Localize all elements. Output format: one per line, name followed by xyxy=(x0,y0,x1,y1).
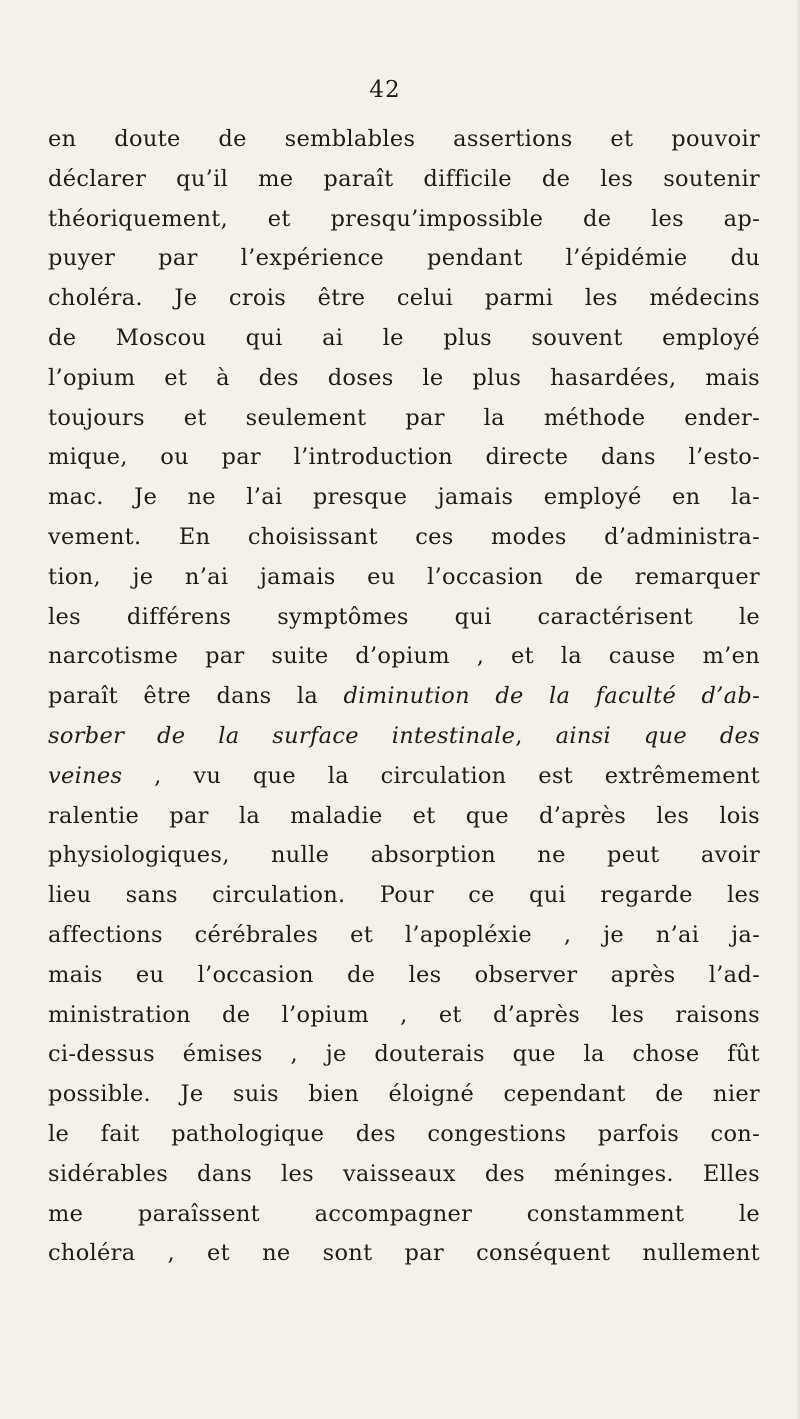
text-line-16-roman: , xyxy=(515,722,556,749)
text-line-15-roman: paraît être dans la xyxy=(48,683,319,710)
text-line-15 xyxy=(48,677,760,717)
text-line-28: me paraîssent accompagner constamment le xyxy=(48,1200,760,1227)
text-line-29: choléra , et ne sont par conséquent nullement xyxy=(48,1240,760,1267)
text-line-10: mac. Je ne l’ai presque jamais employé en la- xyxy=(48,484,760,511)
text-line-25: possible. Je suis bien éloigné cependant de nier xyxy=(48,1081,760,1108)
text-line-9: mique, ou par l’introduction directe dans l’esto- xyxy=(48,444,760,471)
text-line-17 xyxy=(48,757,760,797)
text-line-2: déclarer qu’il me paraît difficile de les soutenir xyxy=(48,165,760,192)
text-line-18: ralentie par la maladie et que d’après les lois xyxy=(48,802,760,829)
text-line-27: sidérables dans les vaisseaux des méninges. Elles xyxy=(48,1160,760,1187)
body-text xyxy=(48,120,760,1274)
text-line-23: ministration de l’opium , et d’après les raisons xyxy=(48,1001,760,1028)
text-line-7: l’opium et à des doses le plus hasardées, mais xyxy=(48,364,760,391)
text-line-21: affections cérébrales et l’apopléxie , je n’ai ja- xyxy=(48,921,760,948)
text-line-17-italic: veines xyxy=(48,762,123,789)
text-line-8: toujours et seulement par la méthode ender- xyxy=(48,404,760,431)
text-line-20: lieu sans circulation. Pour ce qui regarde les xyxy=(48,882,760,909)
text-line-16-italic-b: ainsi que des xyxy=(555,722,761,749)
text-line-16 xyxy=(48,717,760,757)
text-line-19: physiologiques, nulle absorption ne peut avoir xyxy=(48,842,760,869)
text-line-17-roman: , vu que la circulation est extrêmement xyxy=(122,762,760,789)
text-line-26: le fait pathologique des congestions parfois con- xyxy=(48,1120,760,1147)
text-line-13: les différens symptômes qui caractérisent le xyxy=(48,603,760,630)
text-line-11: vement. En choisissant ces modes d’administra- xyxy=(48,523,760,550)
text-line-3: théoriquement, et presqu’impossible de les ap- xyxy=(48,205,760,232)
page-edge-shadow xyxy=(796,0,800,1419)
text-line-15-italic: diminution de la faculté d’ab- xyxy=(343,683,761,710)
text-line-1: en doute de semblables assertions et pouvoir xyxy=(48,126,760,152)
page-number: 42 xyxy=(369,77,401,103)
text-line-5: choléra. Je crois être celui parmi les médecins xyxy=(48,285,760,312)
text-line-14: narcotisme par suite d’opium , et la cause m’en xyxy=(48,643,760,670)
text-line-6: de Moscou qui ai le plus souvent employé xyxy=(48,324,760,351)
text-line-4: puyer par l’expérience pendant l’épidémie du xyxy=(48,245,760,272)
text-line-12: tion, je n’ai jamais eu l’occasion de remarquer xyxy=(48,563,760,590)
text-line-24: ci-dessus émises , je douterais que la chose fût xyxy=(48,1041,760,1068)
text-line-16-italic-a: sorber de la surface intestinale xyxy=(48,722,516,749)
text-line-22: mais eu l’occasion de les observer après l’ad- xyxy=(48,961,760,988)
